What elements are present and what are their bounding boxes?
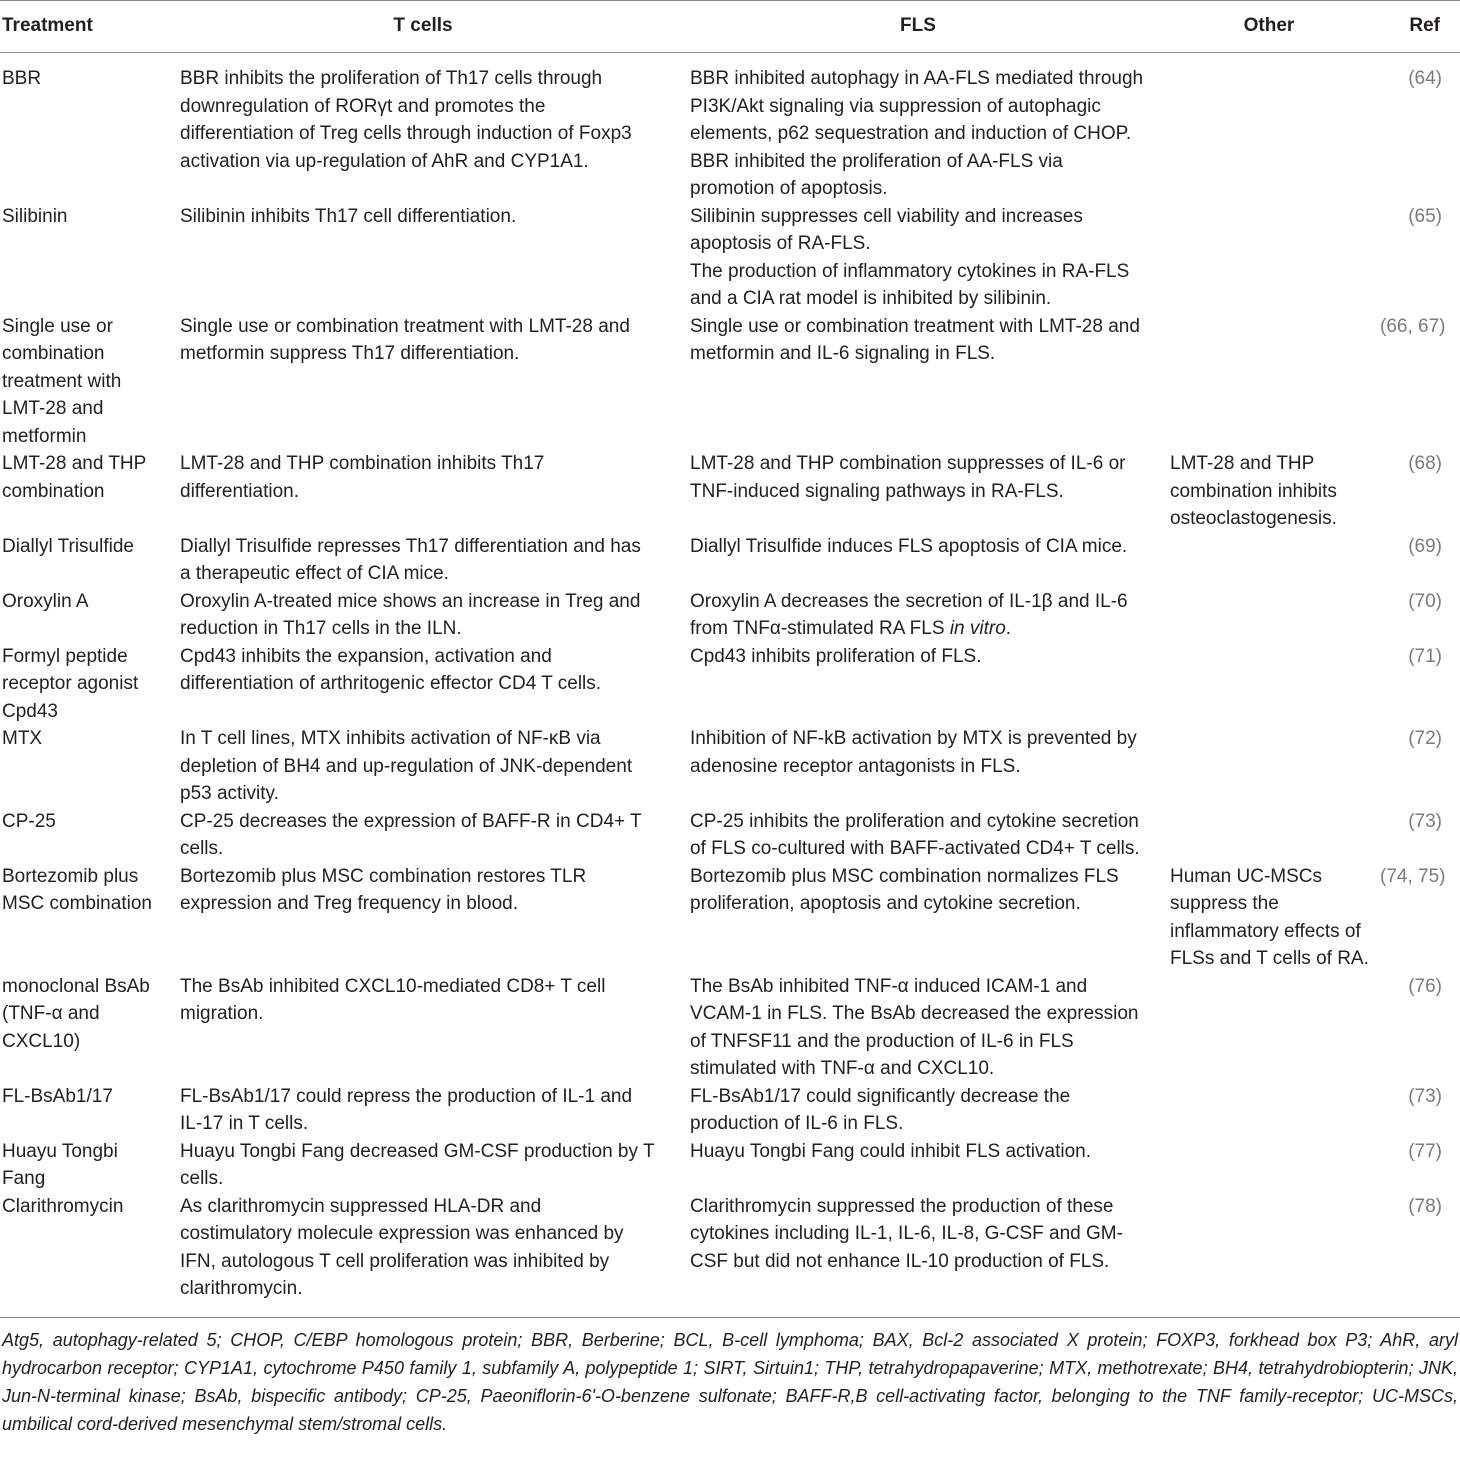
ref-cell: (73) bbox=[1408, 810, 1442, 832]
treatment-cell: Single use or combination treatment with LMT-28 and metformin bbox=[2, 315, 122, 447]
fls-cell bbox=[678, 973, 1158, 1083]
header-other: Other bbox=[1243, 15, 1295, 37]
t-cells-cell: LMT-28 and THP combination inhibits Th17 differentiation. bbox=[180, 453, 545, 502]
other-cell bbox=[1158, 1083, 1380, 1138]
fls-paragraph: Silibinin suppresses cell viability and increases apoptosis of RA-FLS. bbox=[690, 205, 1083, 254]
other-cell bbox=[1158, 1138, 1380, 1193]
fls-paragraph: Huayu Tongbi Fang could inhibit FLS activation. bbox=[690, 1140, 1092, 1162]
table-footnote: Atg5, autophagy-related 5; CHOP, C/EBP homologous protein; BBR, Berberine; BCL, B-cell lymphoma; BAX, Bcl-2 associated X protein; FOXP3, forkhead box P3; AhR, aryl hydrocarbon receptor; CYP1A1, cytochrome P450 family 1, subfamily A, polypeptide 1; SIRT, Sirtuin1; THP, tetrahydropapaverine; MTX, methotrexate; BH4, tetrahydrobiopterin; JNK, Jun-N-terminal kinase; BsAb, bispecific antibody; CP-25, Paeoniflorin-6'-O-benzene sulfonate; BAFF-R,B cell-activating factor, belonging to the TNF family-receptor; UC-MSCs, umbilical cord-derived mesenchymal stem/stromal cells. bbox=[0, 1317, 1460, 1438]
treatment-cell: CP-25 bbox=[2, 810, 56, 832]
t-cells-cell: Huayu Tongbi Fang decreased GM-CSF production by T cells. bbox=[180, 1140, 655, 1189]
treatment-cell: Oroxylin A bbox=[2, 590, 89, 612]
t-cells-cell: Cpd43 inhibits the expansion, activation and differentiation of arthritogenic effector CD4 T cells. bbox=[180, 645, 602, 694]
treatment-cell: MTX bbox=[2, 728, 43, 749]
fls-paragraph: Cpd43 inhibits proliferation of FLS. bbox=[690, 645, 982, 667]
table-header bbox=[0, 1, 1460, 53]
fls-paragraph: Single use or combination treatment with LMT-28 and metformin and IL-6 signaling in FLS. bbox=[690, 315, 1140, 364]
fls-paragraph: BBR inhibited the proliferation of AA-FLS via promotion of apoptosis. bbox=[690, 150, 1063, 199]
ref-cell: (76) bbox=[1408, 975, 1442, 997]
ref-cell: (64) bbox=[1408, 68, 1442, 89]
other-cell bbox=[1158, 643, 1380, 726]
other-cell bbox=[1158, 808, 1380, 863]
fls-cell bbox=[678, 863, 1158, 973]
t-cells-cell: Single use or combination treatment with LMT-28 and metformin suppress Th17 differentiation. bbox=[180, 315, 630, 364]
treatment-cell: Diallyl Trisulfide bbox=[2, 535, 134, 557]
fls-cell bbox=[678, 808, 1158, 863]
fls-paragraph: The BsAb inhibited TNF-α induced ICAM-1 and VCAM-1 in FLS. The BsAb decreased the expression of TNFSF11 and the production of IL-6 in FLS stimulated with TNF-α and CXCL10. bbox=[690, 975, 1139, 1079]
fls-cell bbox=[678, 1193, 1158, 1317]
other-cell: LMT-28 and THP combination inhibits osteoclastogenesis. bbox=[1170, 453, 1337, 529]
table-row bbox=[0, 863, 1460, 973]
ref-cell: (77) bbox=[1408, 1140, 1442, 1162]
t-cells-cell: In T cell lines, MTX inhibits activation of NF-κB via depletion of BH4 and up-regulation of JNK-dependent p53 activity. bbox=[180, 728, 633, 804]
treatment-cell: FL-BsAb1/17 bbox=[2, 1085, 113, 1107]
table-row bbox=[0, 1083, 1460, 1138]
ref-cell: (71) bbox=[1408, 645, 1442, 667]
other-cell: Human UC-MSCs suppress the inflammatory effects of FLSs and T cells of RA. bbox=[1170, 865, 1369, 969]
t-cells-cell: Silibinin inhibits Th17 cell differentiation. bbox=[180, 205, 517, 227]
treatment-cell: Silibinin bbox=[2, 205, 68, 227]
other-cell bbox=[1158, 53, 1380, 203]
fls-paragraph: Inhibition of NF-kB activation by MTX is prevented by adenosine receptor antagonists in FLS. bbox=[690, 728, 1137, 777]
table-row bbox=[0, 1138, 1460, 1193]
ref-cell: (68) bbox=[1408, 453, 1442, 474]
ref-cell: (73) bbox=[1408, 1085, 1442, 1107]
other-cell bbox=[1158, 533, 1380, 588]
fls-paragraph: Oroxylin A decreases the secretion of IL-1β and IL-6 from TNFα-stimulated RA FLS in vitro. bbox=[690, 590, 1128, 639]
fls-cell bbox=[678, 1138, 1158, 1193]
t-cells-cell: Oroxylin A-treated mice shows an increase in Treg and reduction in Th17 cells in the ILN. bbox=[180, 590, 641, 639]
table-row bbox=[0, 643, 1460, 726]
t-cells-cell: FL-BsAb1/17 could repress the production of IL-1 and IL-17 in T cells. bbox=[180, 1085, 633, 1134]
other-cell bbox=[1158, 588, 1380, 643]
treatment-cell: Clarithromycin bbox=[2, 1195, 124, 1217]
t-cells-cell: As clarithromycin suppressed HLA-DR and costimulatory molecule expression was enhanced by IFN, autologous T cell proliferation was inhibited by clarithromycin. bbox=[180, 1195, 624, 1299]
table-row bbox=[0, 53, 1460, 203]
table-body bbox=[0, 53, 1460, 1317]
ref-cell: (65) bbox=[1408, 205, 1442, 227]
table-row bbox=[0, 725, 1460, 808]
table-row bbox=[0, 203, 1460, 313]
header-fls: FLS bbox=[900, 15, 936, 37]
t-cells-cell: CP-25 decreases the expression of BAFF-R in CD4+ T cells. bbox=[180, 810, 642, 859]
header-t-cells: T cells bbox=[393, 15, 453, 37]
treatment-cell: LMT-28 and THP combination bbox=[2, 453, 146, 502]
other-cell bbox=[1158, 725, 1380, 808]
fls-cell bbox=[678, 588, 1158, 643]
t-cells-cell: BBR inhibits the proliferation of Th17 cells through downregulation of RORγt and promotes the differentiation of Treg cells through induction of Foxp3 activation via up-regulation of AhR and CYP1A1. bbox=[180, 68, 632, 172]
header-ref: Ref bbox=[1409, 15, 1440, 37]
fls-paragraph: Clarithromycin suppressed the production of these cytokines including IL-1, IL-6, IL-8, G-CSF and GM-CSF but did not enhance IL-10 production of FLS. bbox=[690, 1195, 1123, 1272]
other-cell bbox=[1158, 203, 1380, 313]
fls-paragraph: BBR inhibited autophagy in AA-FLS mediated through PI3K/Akt signaling via suppression of autophagic elements, p62 sequestration and induction of CHOP. bbox=[690, 68, 1144, 144]
ref-cell: (66, 67) bbox=[1380, 315, 1446, 337]
treatment-cell: Bortezomib plus MSC combination bbox=[2, 865, 152, 914]
fls-cell bbox=[678, 643, 1158, 726]
fls-paragraph: The production of inflammatory cytokines in RA-FLS and a CIA rat model is inhibited by silibinin. bbox=[690, 260, 1130, 309]
other-cell bbox=[1158, 313, 1380, 451]
fls-cell bbox=[678, 533, 1158, 588]
fls-paragraph: FL-BsAb1/17 could significantly decrease the production of IL-6 in FLS. bbox=[690, 1085, 1071, 1134]
table-row bbox=[0, 808, 1460, 863]
t-cells-cell: Bortezomib plus MSC combination restores TLR expression and Treg frequency in blood. bbox=[180, 865, 587, 914]
fls-cell bbox=[678, 313, 1158, 451]
treatment-cell: monoclonal BsAb (TNF-α and CXCL10) bbox=[2, 975, 150, 1052]
table-row bbox=[0, 313, 1460, 451]
t-cells-cell: The BsAb inhibited CXCL10-mediated CD8+ T cell migration. bbox=[180, 975, 606, 1024]
table-row bbox=[0, 973, 1460, 1083]
fls-paragraph: Diallyl Trisulfide induces FLS apoptosis of CIA mice. bbox=[690, 535, 1128, 557]
fls-paragraph: CP-25 inhibits the proliferation and cytokine secretion of FLS co-cultured with BAFF-activated CD4+ T cells. bbox=[690, 810, 1140, 859]
other-cell bbox=[1158, 1193, 1380, 1317]
fls-cell bbox=[678, 725, 1158, 808]
fls-cell bbox=[678, 203, 1158, 313]
fls-paragraph: LMT-28 and THP combination suppresses of IL-6 or TNF-induced signaling pathways in RA-FLS. bbox=[690, 453, 1126, 502]
table-row bbox=[0, 1193, 1460, 1317]
ref-cell: (69) bbox=[1408, 535, 1442, 557]
table-row bbox=[0, 533, 1460, 588]
fls-paragraph: Bortezomib plus MSC combination normalizes FLS proliferation, apoptosis and cytokine secretion. bbox=[690, 865, 1119, 914]
table-row bbox=[0, 450, 1460, 533]
header-treatment: Treatment bbox=[2, 15, 93, 37]
treatment-cell: Formyl peptide receptor agonist Cpd43 bbox=[2, 645, 139, 722]
ref-cell: (72) bbox=[1408, 728, 1442, 749]
fls-cell bbox=[678, 1083, 1158, 1138]
table-row bbox=[0, 588, 1460, 643]
ref-cell: (78) bbox=[1408, 1195, 1442, 1217]
ref-cell: (74, 75) bbox=[1380, 865, 1446, 887]
treatment-cell: Huayu Tongbi Fang bbox=[2, 1140, 118, 1189]
italic-phrase: in vitro bbox=[949, 618, 1006, 639]
t-cells-cell: Diallyl Trisulfide represses Th17 differentiation and has a therapeutic effect of CIA mice. bbox=[180, 535, 641, 584]
fls-cell bbox=[678, 450, 1158, 533]
fls-cell bbox=[678, 53, 1158, 203]
header-row bbox=[0, 1, 1460, 53]
other-cell bbox=[1158, 973, 1380, 1083]
treatment-cell: BBR bbox=[2, 68, 42, 89]
ref-cell: (70) bbox=[1408, 590, 1442, 612]
